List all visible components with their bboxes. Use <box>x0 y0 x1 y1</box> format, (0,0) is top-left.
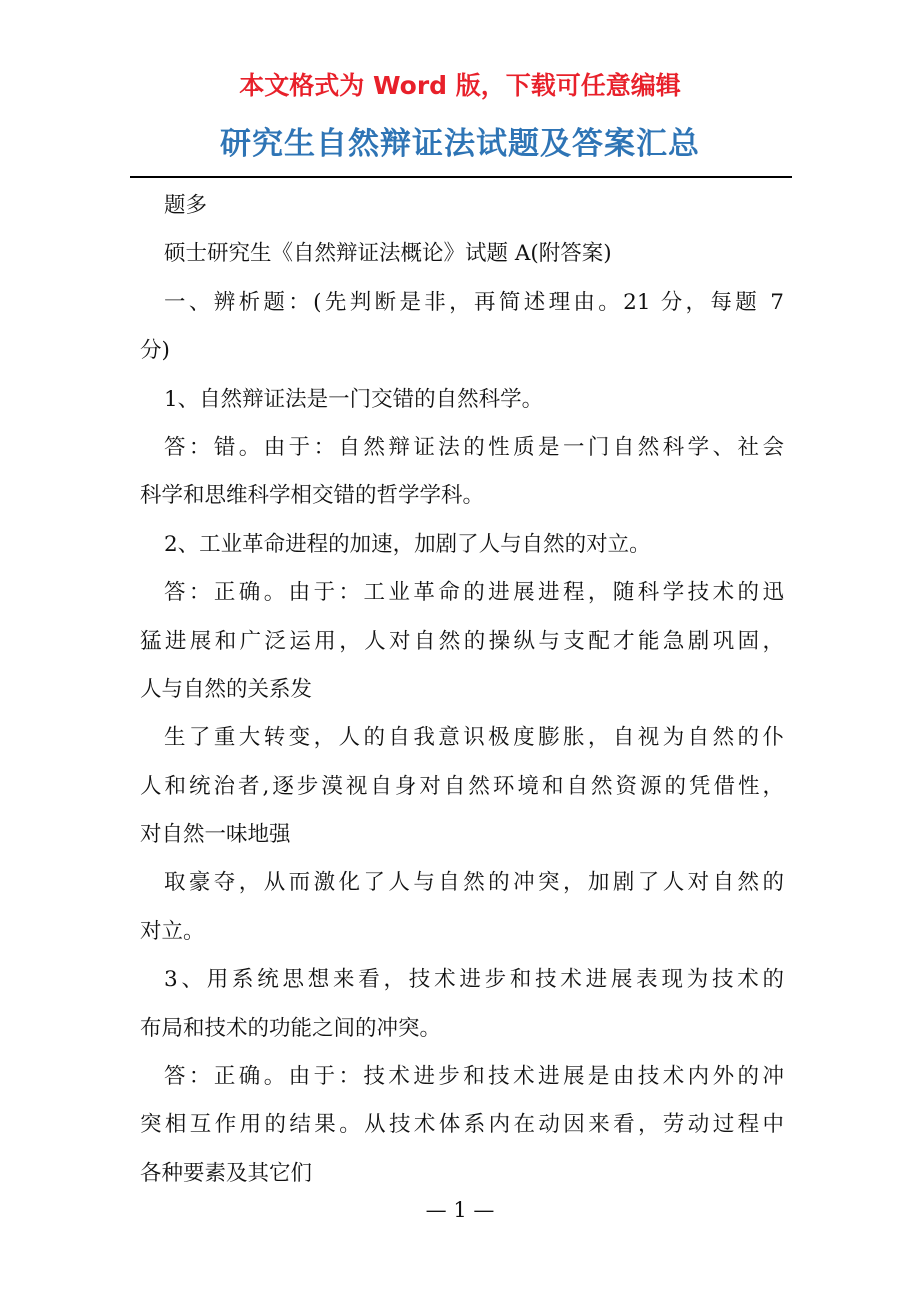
paragraph-line: 答：正确。由于：工业革命的进展进程，随科学技术的迅 <box>164 580 784 606</box>
paragraph-line: 答：错。由于：自然辩证法的性质是一门自然科学、社会 <box>164 434 784 460</box>
paragraph-line: 科学和思维科学相交错的哲学学科。 <box>140 483 485 509</box>
paragraph-line: 猛进展和广泛运用，人对自然的操纵与支配才能急剧巩固， <box>140 628 784 654</box>
paragraph-line: 一、辨析题：(先判断是非，再简述理由。21 分，每题 7 <box>164 289 784 315</box>
paragraph-line: 对自然一味地强 <box>140 822 291 848</box>
paragraph-line: 2、工业革命进程的加速，加剧了人与自然的对立。 <box>164 531 651 557</box>
title-divider <box>130 176 792 178</box>
paragraph-line: 布局和技术的功能之间的冲突。 <box>140 1015 442 1041</box>
paragraph-line: 生了重大转变，人的自我意识极度膨胀，自视为自然的仆 <box>164 725 784 751</box>
paragraph-line: 分) <box>140 338 170 364</box>
paragraph-line: 1、自然辩证法是一门交错的自然科学。 <box>164 386 544 412</box>
paragraph-line: 3、用系统思想来看，技术进步和技术进展表现为技术的 <box>164 967 784 993</box>
paragraph-line: 人与自然的关系发 <box>140 676 313 702</box>
paragraph-line: 人和统治者,逐步漠视自身对自然环境和自然资源的凭借性， <box>140 773 784 799</box>
document-title: 研究生自然辩证法试题及答案汇总 <box>220 126 700 162</box>
document-body <box>140 182 784 1198</box>
paragraph-line: 硕士研究生《自然辩证法概论》试题 A(附答案) <box>164 241 612 267</box>
paragraph-line: 对立。 <box>140 918 205 944</box>
page-number: — 1 — <box>425 1198 495 1222</box>
paragraph-line: 题多 <box>164 193 208 218</box>
paragraph-line: 取豪夺，从而激化了人与自然的冲突，加剧了人对自然的 <box>164 870 784 896</box>
format-notice: 本文格式为 Word 版，下载可任意编辑 <box>239 71 681 100</box>
paragraph-line: 答：正确。由于：技术进步和技术进展是由技术内外的冲 <box>164 1064 784 1090</box>
paragraph-line: 各种要素及其它们 <box>140 1160 313 1186</box>
paragraph-line: 突相互作用的结果。从技术体系内在动因来看，劳动过程中 <box>140 1112 784 1138</box>
